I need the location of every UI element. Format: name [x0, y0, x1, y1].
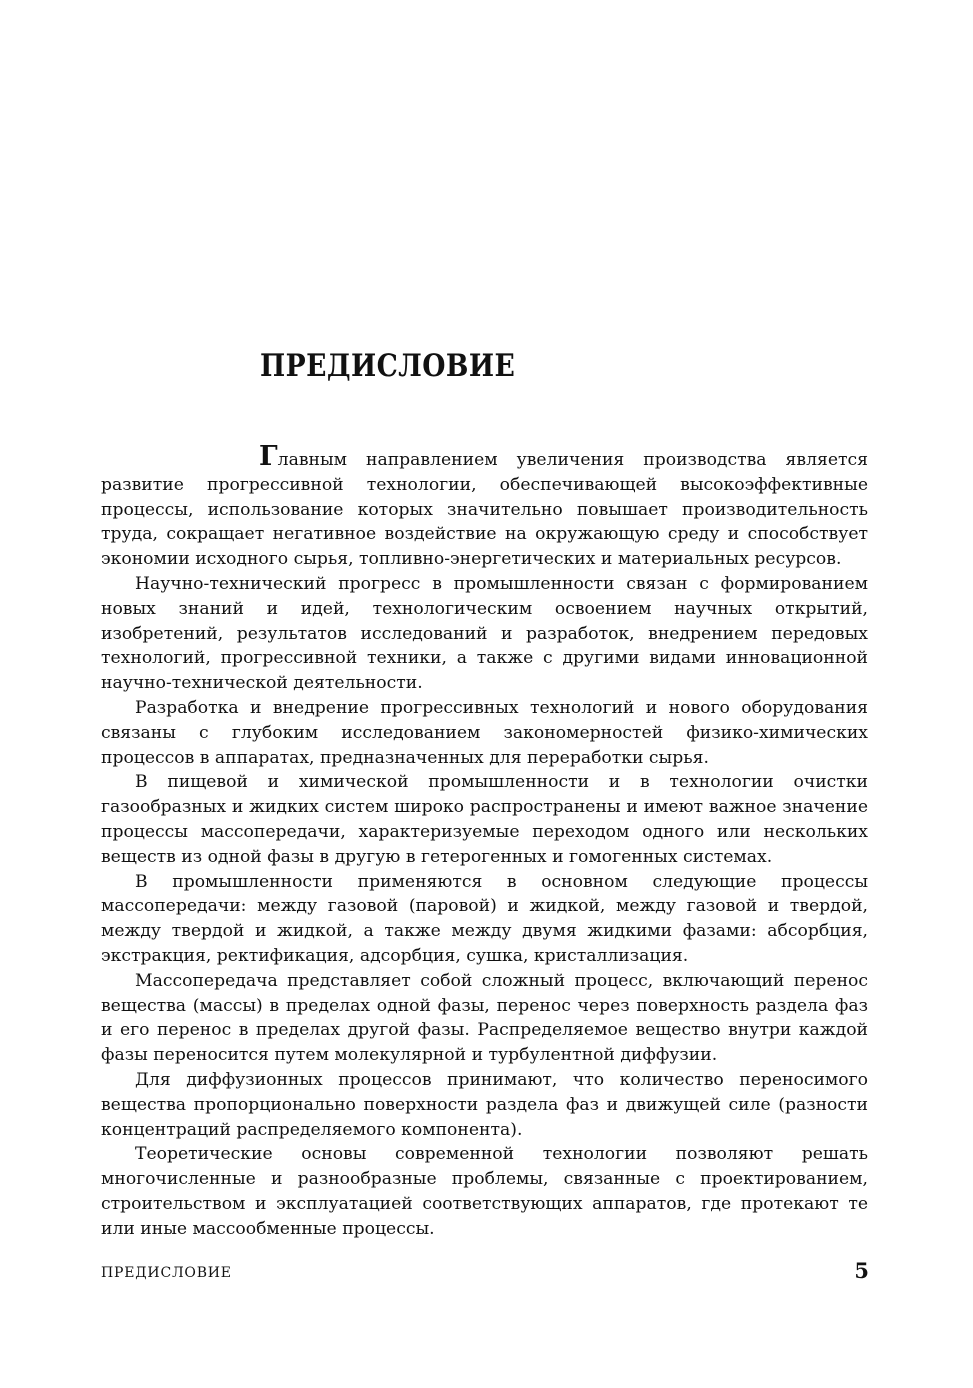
paragraph-5: В промышленности применяются в основном следующие процессы массопередачи: между газовой (паровой) и жидкой, между газовой и твердой, между твердой и жидкой, а также между двумя жидкими фазами: абсорбция, экстракция, ректификация, адсорбция, сушка, кристаллизация.	[101, 871, 868, 966]
paragraph-7: Для диффузионных процессов принимают, что количество переносимого вещества пропорционально поверхности раздела фаз и движущей силе (разности концентраций распределяемого компонента).	[101, 1069, 868, 1140]
dropcap-letter: Г	[259, 441, 278, 472]
paragraph-1-text: лавным направлением увеличения производства является развитие прогрессивной технологии, обеспечивающей высокоэффективные процессы, использование которых значительно повышает производительность труда, сокращает негативное воздействие на окружающую среду и способствует экономии исходного сырья, топливно-энергетических и материальных ресурсов.	[101, 450, 868, 570]
chapter-title: ПРЕДИСЛОВИЕ	[260, 348, 516, 384]
body-text	[101, 441, 868, 1242]
paragraph-1	[101, 441, 868, 572]
paragraph-2: Научно-технический прогресс в промышленности связан с формированием новых знаний и идей, технологическим освоением научных открытий, изобретений, результатов исследований и разработок, внедрением передовых технологий, прогрессивной техники, а также с другими видами инновационной научно-технической деятельности.	[101, 573, 868, 694]
running-title: ПРЕДИСЛОВИЕ	[101, 1265, 232, 1281]
paragraph-4: В пищевой и химической промышленности и в технологии очистки газообразных и жидких систем широко распространены и имеют важное значение процессы массопередачи, характеризуемые переходом одного или нескольких веществ из одной фазы в другую в гетерогенных и гомогенных системах.	[101, 772, 868, 867]
page-number: 5	[854, 1258, 869, 1283]
paragraph-8: Теоретические основы современной технологии позволяют решать многочисленные и разнообразные проблемы, связанные с проектированием, строительством и эксплуатацией соответствующих аппаратов, где протекают те или иные массообменные процессы.	[101, 1144, 868, 1239]
paragraph-6: Массопередача представляет собой сложный процесс, включающий перенос вещества (массы) в пределах одной фазы, перенос через поверхность раздела фаз и его перенос в пределах другой фазы. Распределяемое вещество внутри каждой фазы переносится путем молекулярной и турбулентной диффузии.	[101, 970, 868, 1066]
paragraph-3: Разработка и внедрение прогрессивных технологий и нового оборудования связаны с глубоким исследованием закономерностей физико-химических процессов в аппаратах, предназначенных для переработки сырья.	[101, 697, 868, 768]
